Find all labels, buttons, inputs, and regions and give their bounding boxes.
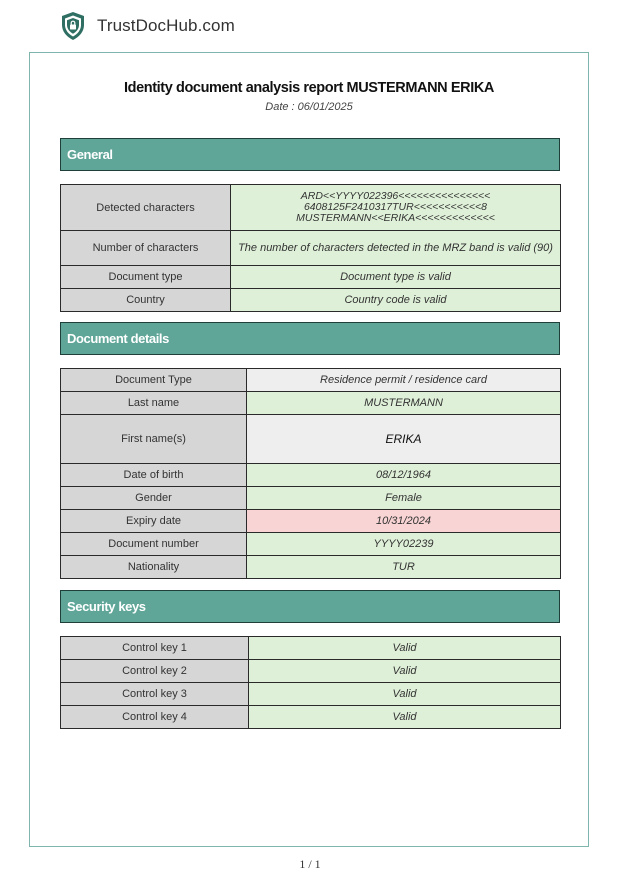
site-header xyxy=(60,11,235,41)
row-value: YYYY02239 xyxy=(247,533,561,556)
details-table xyxy=(60,368,561,579)
row-value: 08/12/1964 xyxy=(247,464,561,487)
row-label: Control key 2 xyxy=(61,660,249,683)
mrz-line: MUSTERMANN<<ERIKA<<<<<<<<<<<<< xyxy=(296,212,495,224)
mrz-line: 6408125F2410317TUR<<<<<<<<<<<8 xyxy=(303,201,488,213)
table-row xyxy=(61,289,561,312)
table-row xyxy=(61,464,561,487)
row-value: Residence permit / residence card xyxy=(247,369,561,392)
row-value: Country code is valid xyxy=(231,289,561,312)
brand-name[interactable]: TrustDocHub.com xyxy=(97,16,235,35)
general-table xyxy=(60,184,561,312)
table-row xyxy=(61,487,561,510)
row-value: MUSTERMANN xyxy=(247,392,561,415)
row-value: Female xyxy=(247,487,561,510)
row-value-expired: 10/31/2024 xyxy=(247,510,561,533)
report-page xyxy=(29,52,589,847)
table-row xyxy=(61,533,561,556)
section-general-heading: General xyxy=(60,138,560,171)
mrz-line: ARD<<YYYY022396<<<<<<<<<<<<<<< xyxy=(300,190,491,202)
row-label: Gender xyxy=(61,487,247,510)
row-label: Detected characters xyxy=(61,185,231,231)
table-row xyxy=(61,369,561,392)
page-number: 1 / 1 xyxy=(299,857,321,871)
table-row xyxy=(61,185,561,231)
row-label: Document number xyxy=(61,533,247,556)
row-label: Control key 3 xyxy=(61,683,249,706)
row-label: Expiry date xyxy=(61,510,247,533)
table-row xyxy=(61,637,561,660)
section-security-heading: Security keys xyxy=(60,590,560,623)
row-value: ERIKA xyxy=(247,415,561,464)
report-title: Identity document analysis report MUSTERMANN ERIKA xyxy=(124,80,494,96)
shield-lock-icon xyxy=(60,11,86,41)
table-row xyxy=(61,706,561,729)
row-label: Nationality xyxy=(61,556,247,579)
table-row xyxy=(61,660,561,683)
row-value: The number of characters detected in the MRZ band is valid (90) xyxy=(231,231,561,266)
row-label: Country xyxy=(61,289,231,312)
table-row xyxy=(61,231,561,266)
row-label: Date of birth xyxy=(61,464,247,487)
row-label: First name(s) xyxy=(61,415,247,464)
row-label: Number of characters xyxy=(61,231,231,266)
row-label: Control key 1 xyxy=(61,637,249,660)
row-value: Valid xyxy=(249,660,561,683)
row-value: Document type is valid xyxy=(231,266,561,289)
row-label: Control key 4 xyxy=(61,706,249,729)
mrz-value xyxy=(231,185,561,231)
table-row xyxy=(61,266,561,289)
section-details-heading: Document details xyxy=(60,322,560,355)
row-value: TUR xyxy=(247,556,561,579)
table-row xyxy=(61,683,561,706)
row-value: Valid xyxy=(249,706,561,729)
row-label: Last name xyxy=(61,392,247,415)
table-row xyxy=(61,510,561,533)
security-table xyxy=(60,636,561,729)
row-label: Document type xyxy=(61,266,231,289)
table-row xyxy=(61,415,561,464)
table-row xyxy=(61,556,561,579)
report-date: Date : 06/01/2025 xyxy=(265,101,353,113)
row-value: Valid xyxy=(249,637,561,660)
table-row xyxy=(61,392,561,415)
row-value: Valid xyxy=(249,683,561,706)
row-label: Document Type xyxy=(61,369,247,392)
